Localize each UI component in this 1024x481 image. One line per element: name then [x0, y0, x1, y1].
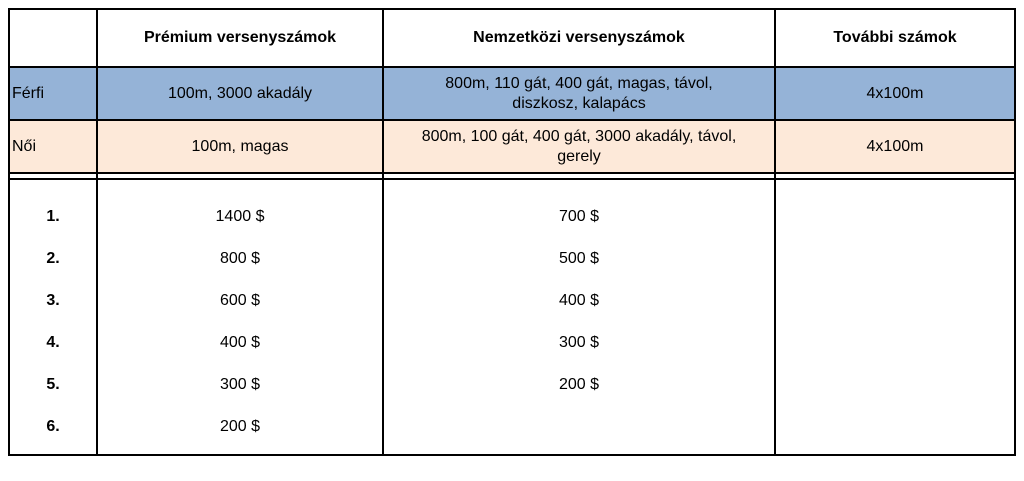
men-premium: 100m, 3000 akadály	[97, 67, 383, 120]
other-prize-cell	[775, 364, 1015, 406]
premium-prize-cell: 600 $	[97, 280, 383, 322]
rank-cell: 3.	[9, 280, 97, 322]
other-prize-cell	[775, 238, 1015, 280]
international-prize-cell: 200 $	[383, 364, 775, 406]
women-label: Női	[9, 120, 97, 173]
header-other: További számok	[775, 9, 1015, 67]
other-prize-cell	[775, 322, 1015, 364]
premium-prize-cell: 300 $	[97, 364, 383, 406]
international-prize-cell: 500 $	[383, 238, 775, 280]
international-prize-cell	[383, 406, 775, 455]
men-international-line1: 800m, 110 gát, 400 gát, magas, távol,	[445, 74, 713, 92]
prize-row	[9, 406, 1015, 455]
prize-table-frame	[8, 8, 1014, 476]
women-international-line1: 800m, 100 gát, 400 gát, 3000 akadály, távol,	[421, 127, 737, 145]
other-prize-cell	[775, 280, 1015, 322]
prize-row	[9, 322, 1015, 364]
prize-row	[9, 364, 1015, 406]
women-international	[383, 120, 775, 173]
international-prize-cell: 400 $	[383, 280, 775, 322]
other-prize-cell	[775, 406, 1015, 455]
rank-cell: 5.	[9, 364, 97, 406]
premium-prize-cell: 800 $	[97, 238, 383, 280]
men-international	[383, 67, 775, 120]
men-row	[9, 67, 1015, 120]
other-prize-cell	[775, 179, 1015, 238]
international-prize-cell: 300 $	[383, 322, 775, 364]
rank-cell: 2.	[9, 238, 97, 280]
women-other: 4x100m	[775, 120, 1015, 173]
premium-prize-cell: 1400 $	[97, 179, 383, 238]
premium-prize-cell: 400 $	[97, 322, 383, 364]
women-premium: 100m, magas	[97, 120, 383, 173]
prize-row	[9, 179, 1015, 238]
rank-cell: 6.	[9, 406, 97, 455]
international-prize-cell: 700 $	[383, 179, 775, 238]
premium-prize-cell: 200 $	[97, 406, 383, 455]
men-international-line2: diszkosz, kalapács	[512, 94, 646, 112]
men-label: Férfi	[9, 67, 97, 120]
rank-cell: 4.	[9, 322, 97, 364]
header-premium: Prémium versenyszámok	[97, 9, 383, 67]
prize-table	[8, 8, 1016, 456]
women-row	[9, 120, 1015, 173]
men-other: 4x100m	[775, 67, 1015, 120]
women-international-line2: gerely	[557, 147, 601, 165]
header-international: Nemzetközi versenyszámok	[383, 9, 775, 67]
rank-cell: 1.	[9, 179, 97, 238]
prize-row	[9, 280, 1015, 322]
prize-row	[9, 238, 1015, 280]
header-empty-cell	[9, 9, 97, 67]
header-row	[9, 9, 1015, 67]
